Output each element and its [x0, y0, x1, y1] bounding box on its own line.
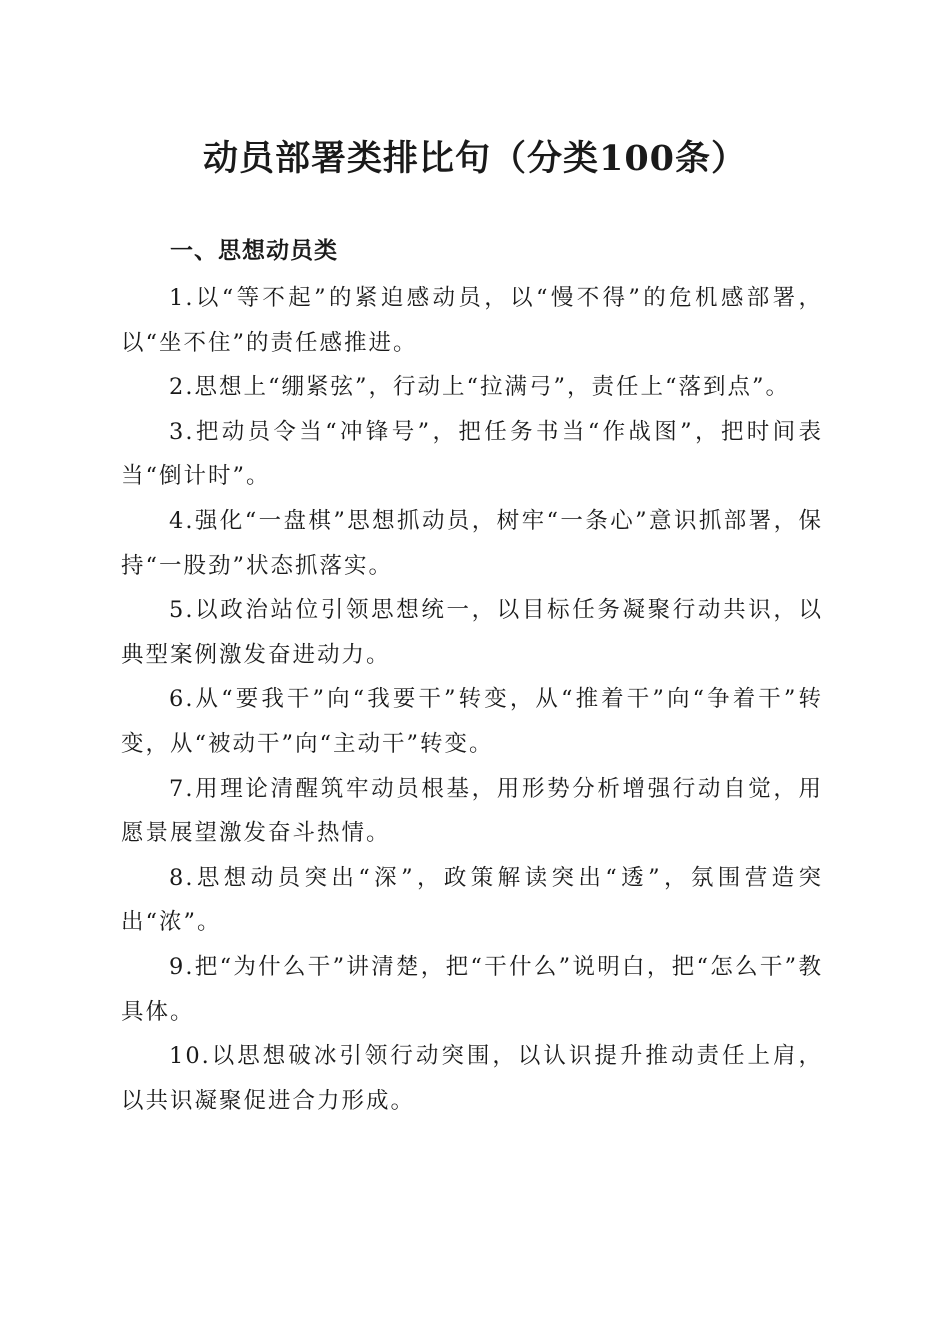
list-item: 8.思想动员突出“深”，政策解读突出“透”，氛围营造突出“浓”。 — [121, 864, 823, 936]
document-title: 动员部署类排比句（分类100条） — [202, 138, 748, 179]
list-item: 2.思想上“绷紧弦”，行动上“拉满弓”，责任上“落到点”。 — [169, 374, 790, 401]
list-item: 9.把“为什么干”讲清楚，把“干什么”说明白，把“怎么干”教具体。 — [121, 953, 823, 1025]
list-item: 6.从“要我干”向“我要干”转变，从“推着干”向“争着干”转变，从“被动干”向“主动干”转变。 — [121, 686, 823, 757]
item-list — [121, 276, 823, 1123]
list-item: 1.以“等不起”的紧迫感动员，以“慢不得”的危机感部署，以“坐不住”的责任感推进。 — [121, 285, 823, 356]
section-heading: 一、思想动员类 — [170, 238, 338, 264]
list-item: 10.以思想破冰引领行动突围，以认识提升推动责任上肩，以共识凝聚促进合力形成。 — [121, 1043, 823, 1114]
list-item: 7.用理论清醒筑牢动员根基，用形势分析增强行动自觉，用愿景展望激发奋斗热情。 — [121, 775, 823, 847]
list-item: 5.以政治站位引领思想统一，以目标任务凝聚行动共识，以典型案例激发奋进动力。 — [121, 597, 823, 668]
list-item: 3.把动员令当“冲锋号”，把任务书当“作战图”，把时间表当“倒计时”。 — [121, 418, 823, 490]
list-item: 4.强化“一盘棋”思想抓动员，树牢“一条心”意识抓部署，保持“一股劲”状态抓落实。 — [121, 507, 823, 579]
